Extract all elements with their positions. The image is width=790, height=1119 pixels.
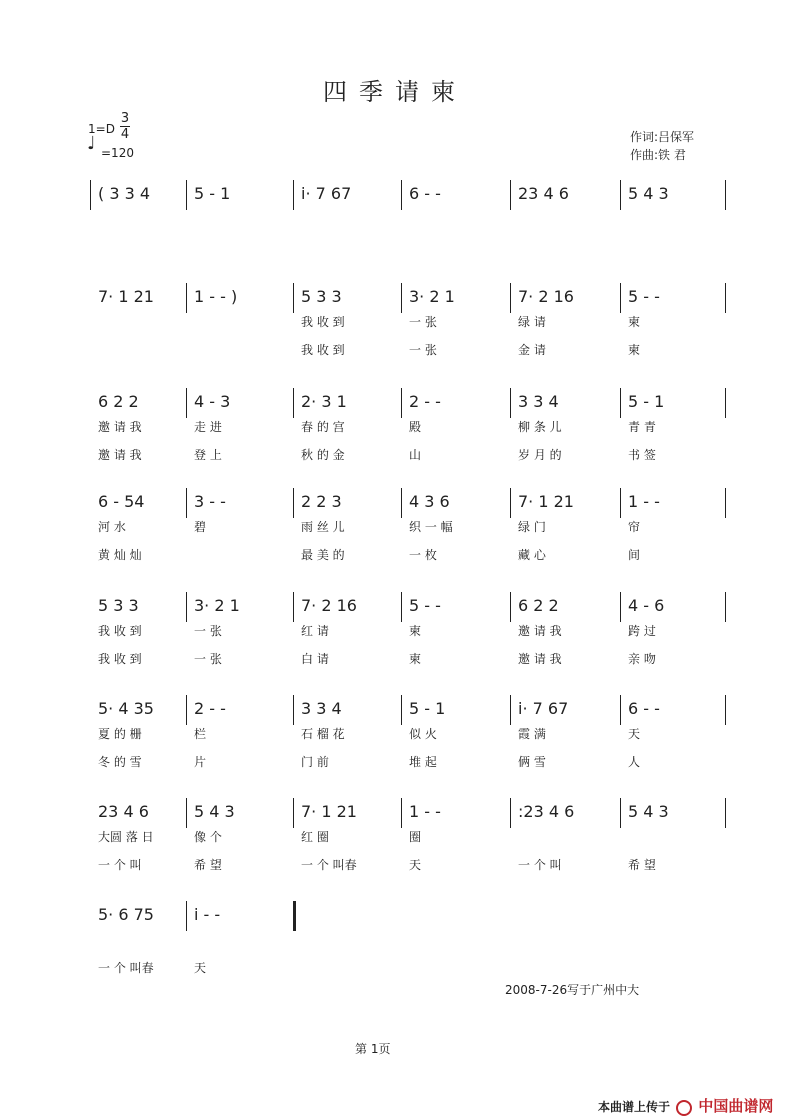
measure-notes: 23 4 6 [98, 802, 149, 821]
lyric-v1: 殿 [409, 420, 422, 434]
time-top: 3 [120, 111, 130, 126]
bar-line [725, 180, 726, 210]
bar-line [510, 388, 511, 418]
lyric-v1: 绿 门 [518, 520, 546, 534]
upload-prefix: 本曲谱上传于 [598, 1100, 671, 1114]
lyric-v1: 红 请 [301, 624, 329, 638]
logo-mark-icon [676, 1100, 692, 1116]
lyric-v2: 我 收 到 [301, 343, 345, 357]
measure-notes: 1 - - ) [194, 287, 238, 306]
measure-notes: 5 3 3 [98, 596, 139, 615]
bar-line [293, 180, 294, 210]
measure-notes: 7· 1 21 [518, 492, 574, 511]
lyric-v2: 堆 起 [409, 755, 437, 769]
measure-notes: 3· 2 1 [409, 287, 455, 306]
bar-line [725, 695, 726, 725]
measure-notes: 5· 4 35 [98, 699, 154, 718]
bar-line [186, 488, 187, 518]
lyric-v2: 天 [409, 858, 422, 872]
lyric-v1: 碧 [194, 520, 207, 534]
site-logo [598, 1095, 773, 1116]
bar-line [186, 798, 187, 828]
measure-notes: 5 - 1 [409, 699, 446, 718]
bar-line [186, 180, 187, 210]
date-note: 2008-7-26写于广州中大 [505, 983, 640, 997]
measure-notes: 5 3 3 [301, 287, 342, 306]
lyric-v2: 一 个 叫 [98, 858, 142, 872]
lyric-v2: 一 张 [409, 343, 437, 357]
bar-line [510, 283, 511, 313]
measure-notes: 5 - 1 [628, 392, 665, 411]
lyric-v1: 帘 [628, 520, 641, 534]
lyric-v1: 柳 条 儿 [518, 420, 562, 434]
lyric-v1: 跨 过 [628, 624, 656, 638]
lyric-v2: 冬 的 雪 [98, 755, 142, 769]
lyric-v2: 天 [194, 961, 207, 975]
lyric-v1: 一 张 [409, 315, 437, 329]
measure-notes: 2· 3 1 [301, 392, 347, 411]
bar-line [510, 180, 511, 210]
measure-notes: 7· 2 16 [301, 596, 357, 615]
measure-notes: 3 - - [194, 492, 226, 511]
measure-notes: 1 - - [409, 802, 441, 821]
measure-notes: 4 - 3 [194, 392, 231, 411]
measure-notes: 4 3 6 [409, 492, 450, 511]
lyric-v1: 似 火 [409, 727, 437, 741]
bar-line [186, 388, 187, 418]
lyric-v1: 圈 [409, 830, 422, 844]
measure-notes: 2 - - [409, 392, 441, 411]
lyric-v2: 岁 月 的 [518, 448, 562, 462]
lyric-v2: 希 望 [194, 858, 222, 872]
measure-notes: 5 4 3 [628, 184, 669, 203]
lyric-v2: 人 [628, 755, 641, 769]
lyric-v1: 红 圈 [301, 830, 329, 844]
lyric-v2: 一 枚 [409, 548, 437, 562]
composer: 作曲:铁 君 [630, 148, 686, 162]
lyric-v2: 邀 请 我 [98, 448, 142, 462]
measure-notes: 6 2 2 [518, 596, 559, 615]
bar-line [186, 695, 187, 725]
lyric-v2: 最 美 的 [301, 548, 345, 562]
page-number: 第 1页 [355, 1042, 391, 1056]
lyric-v1: 雨 丝 儿 [301, 520, 345, 534]
lyric-v1: 栏 [194, 727, 207, 741]
measure-notes: 5 4 3 [628, 802, 669, 821]
measure-notes: i· 7 67 [518, 699, 569, 718]
page-title: 四季请柬 [323, 78, 467, 106]
bar-line [90, 180, 91, 210]
measure-notes: 6 2 2 [98, 392, 139, 411]
lyric-v2: 一 个 叫春 [301, 858, 357, 872]
lyric-v1: 织 一 幅 [409, 520, 453, 534]
bar-line [510, 592, 511, 622]
measure-notes: 3 3 4 [518, 392, 559, 411]
bar-line [510, 798, 511, 828]
lyric-v2: 俩 雪 [518, 755, 546, 769]
bar-line [293, 798, 294, 828]
bar-line [620, 798, 621, 828]
bar-line [725, 592, 726, 622]
bar-line [620, 592, 621, 622]
lyric-v2: 黄 灿 灿 [98, 548, 142, 562]
lyric-v2: 我 收 到 [98, 652, 142, 666]
bar-line [293, 388, 294, 418]
lyric-v1: 一 张 [194, 624, 222, 638]
measure-notes: 1 - - [628, 492, 660, 511]
lyric-v1: 柬 [628, 315, 641, 329]
bar-line [725, 388, 726, 418]
bar-line [510, 488, 511, 518]
bar-line [186, 592, 187, 622]
bar-line [725, 798, 726, 828]
lyric-v2: 邀 请 我 [518, 652, 562, 666]
measure-notes: 5 - 1 [194, 184, 231, 203]
lyric-v1: 绿 请 [518, 315, 546, 329]
bar-line [510, 695, 511, 725]
measure-notes: 3· 2 1 [194, 596, 240, 615]
lyric-v1: 邀 请 我 [98, 420, 142, 434]
tempo: =120 [101, 146, 134, 160]
measure-notes: 6 - - [409, 184, 441, 203]
bar-line [401, 592, 402, 622]
lyric-v1: 像 个 [194, 830, 222, 844]
lyric-v2: 希 望 [628, 858, 656, 872]
lyric-v1: 邀 请 我 [518, 624, 562, 638]
lyric-v2: 一 张 [194, 652, 222, 666]
lyric-v2: 门 前 [301, 755, 329, 769]
time-signature [120, 112, 130, 141]
lyric-v2: 白 请 [301, 652, 329, 666]
measure-notes: 2 2 3 [301, 492, 342, 511]
bar-line [620, 283, 621, 313]
key-signature: 1=D [88, 122, 115, 136]
bar-line [620, 488, 621, 518]
lyric-v2: 藏 心 [518, 548, 546, 562]
lyric-v2: 片 [194, 755, 207, 769]
bar-line [401, 488, 402, 518]
lyric-v1: 柬 [409, 624, 422, 638]
lyric-v2: 金 请 [518, 343, 546, 357]
measure-notes: 5 4 3 [194, 802, 235, 821]
lyric-v2: 一 个 叫 [518, 858, 562, 872]
measure-notes: 7· 1 21 [301, 802, 357, 821]
lyric-v2: 亲 吻 [628, 652, 656, 666]
measure-notes: i· 7 67 [301, 184, 352, 203]
measure-notes: 5· 6 75 [98, 905, 154, 924]
lyric-v1: 霞 满 [518, 727, 546, 741]
lyric-v1: 青 青 [628, 420, 656, 434]
brand-name: 中国曲谱网 [698, 1097, 774, 1115]
bar-line [620, 695, 621, 725]
measure-notes: 6 - - [628, 699, 660, 718]
bar-line [293, 901, 296, 931]
lyric-v2: 一 个 叫春 [98, 961, 154, 975]
bar-line [293, 488, 294, 518]
lyricist: 作词:吕保军 [630, 130, 695, 144]
lyric-v1: 我 收 到 [301, 315, 345, 329]
bar-line [401, 695, 402, 725]
lyric-v2: 秋 的 金 [301, 448, 345, 462]
lyric-v2: 柬 [628, 343, 641, 357]
bar-line [725, 283, 726, 313]
bar-line [186, 283, 187, 313]
lyric-v2: 书 签 [628, 448, 656, 462]
bar-line [401, 283, 402, 313]
lyric-v1: 天 [628, 727, 641, 741]
bar-line [725, 488, 726, 518]
measure-notes: 6 - 54 [98, 492, 145, 511]
lyric-v2: 柬 [409, 652, 422, 666]
lyric-v1: 春 的 宫 [301, 420, 345, 434]
measure-notes: 7· 1 21 [98, 287, 154, 306]
time-bottom: 4 [120, 127, 130, 142]
lyric-v1: 大圆 落 日 [98, 830, 154, 844]
lyric-v2: 登 上 [194, 448, 222, 462]
quarter-note-icon: ♩ [87, 133, 96, 154]
measure-notes: 2 - - [194, 699, 226, 718]
measure-notes: 7· 2 16 [518, 287, 574, 306]
bar-line [401, 388, 402, 418]
measure-notes: :23 4 6 [518, 802, 575, 821]
lyric-v1: 夏 的 栅 [98, 727, 142, 741]
bar-line [293, 695, 294, 725]
bar-line [293, 283, 294, 313]
measure-notes: ( 3 3 4 [98, 184, 151, 203]
measure-notes: 4 - 6 [628, 596, 665, 615]
lyric-v2: 间 [628, 548, 641, 562]
bar-line [401, 180, 402, 210]
bar-line [186, 901, 187, 931]
lyric-v1: 我 收 到 [98, 624, 142, 638]
bar-line [620, 180, 621, 210]
lyric-v1: 石 榴 花 [301, 727, 345, 741]
measure-notes: 23 4 6 [518, 184, 569, 203]
bar-line [293, 592, 294, 622]
measure-notes: 5 - - [409, 596, 441, 615]
measure-notes: 3 3 4 [301, 699, 342, 718]
bar-line [620, 388, 621, 418]
measure-notes: i - - [194, 905, 221, 924]
measure-notes: 5 - - [628, 287, 660, 306]
lyric-v1: 走 进 [194, 420, 222, 434]
lyric-v1: 河 水 [98, 520, 126, 534]
bar-line [401, 798, 402, 828]
lyric-v2: 山 [409, 448, 422, 462]
